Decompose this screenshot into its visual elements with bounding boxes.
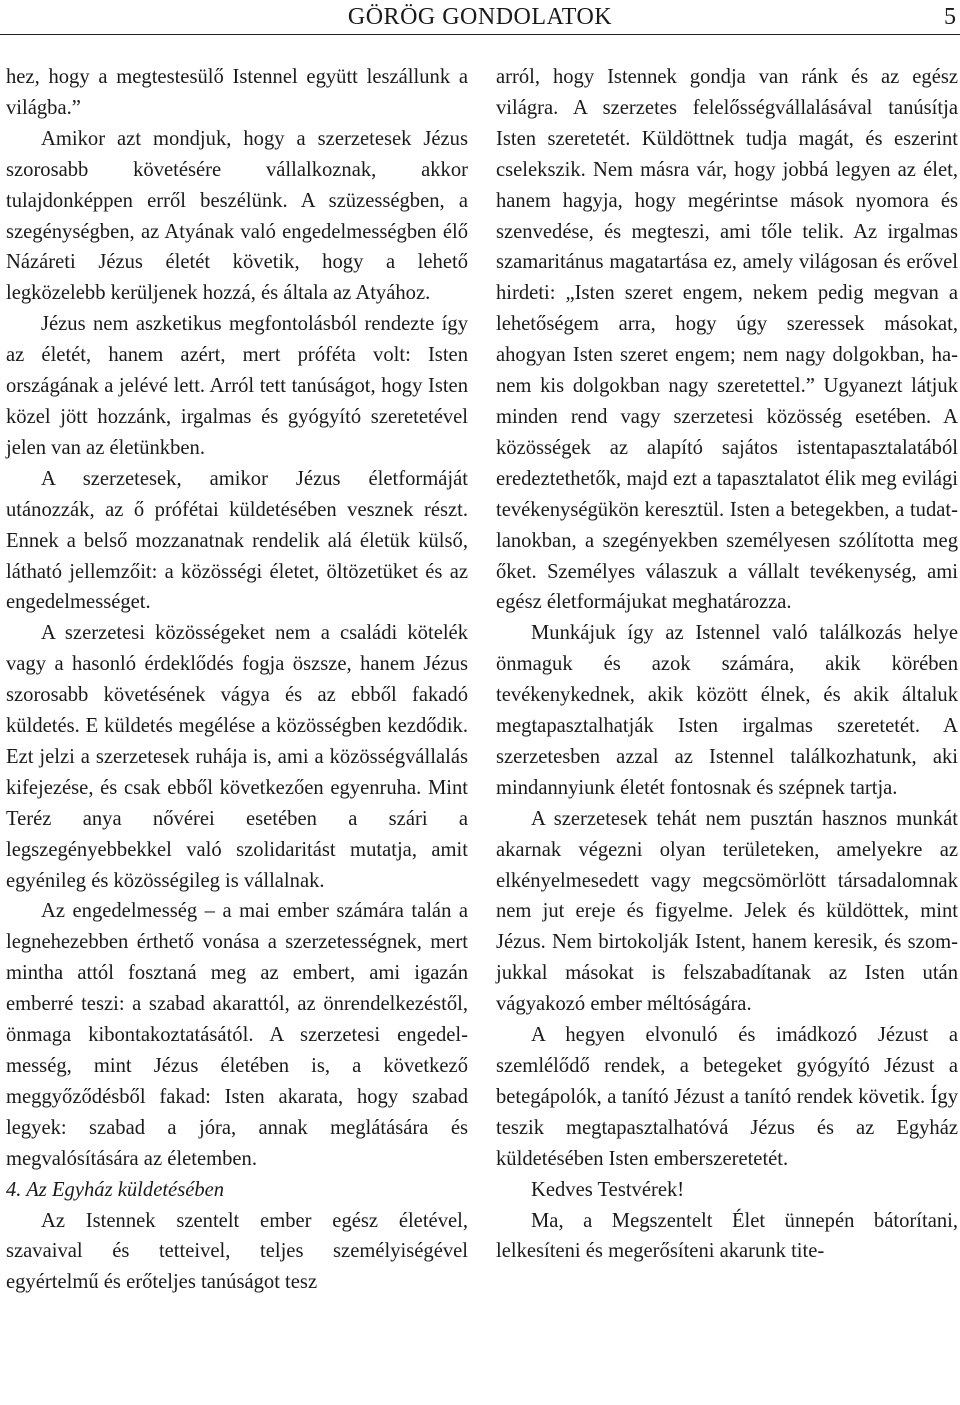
paragraph: Munkájuk így az Istennel való találkozás helye önmaguk és azok számára, akik körében tevékenykednek, akik között élnek, és akik általuk megtapasztalhatják Isten irgalmas szeretetét. A szerzetesben azzal az Istennel találkozhatunk, aki mindannyiunk életét fontosnak és szépnek tartja.	[496, 622, 958, 799]
paragraph: arról, hogy Istennek gondja van ránk és az egész világra. A szerzetes felelősségvállalásával tanúsítja Isten szeretetét. Küldöttnek tudja magát, és eszerint cselekszik. Nem másra vár, hogy jobbá legyen az élet, hanem hagyja, hogy megérintse mások nyomora és szenvedése, és megteszi, ami tőle telik. Az irgalmas szamaritánus magatartása ez, amely világosan és erővel hirdeti: „Isten szeret engem, nekem pedig megvan a lehetőségem arra, hogy úgy szeressek másokat, ahogyan Isten szeret engem; nem nagy dolgokban, hanem kis dolgokban nagy szeretettel.” Ugyanezt látjuk minden rend vagy szerzetesi közösség esetében. A közösségek az alapító sajátos istentapasztalatából eredeztethetők, majd ezt a tapasztalatot élik meg evilági tevékenységükön keresztül. Isten a betegekben, a tudatlanokban, a szegényekben személyesen szólította meg őket. Személyes válaszuk a vállalt tevékenység, ami egész életformájukat meghatározza.	[496, 66, 958, 614]
paragraph: A hegyen elvonuló és imádkozó Jézust a szemlélődő rendek, a betegeket gyógyító Jézust a betegápolók, a tanító Jézust a tanító rendek követik. Így teszik megtapasztalhatóvá Jézus és az Egyház küldetésében Isten emberszeretetét.	[496, 1024, 958, 1170]
right-column	[496, 62, 958, 1267]
paragraph: A szerzetesek, amikor Jézus életformáját utánozzák, az ő prófétai küldetésében vesznek részt. Ennek a belső mozzanatnak rendelik alá életük külső, látható jellemzőit: a közösségi életet, öltözetüket és az engedelmességet.	[6, 467, 468, 614]
section-heading: 4. Az Egyház küldetésében	[6, 1178, 225, 1201]
page-number: 5	[944, 4, 956, 30]
paragraph: hez, hogy a megtestesülő Istennel együtt leszállunk a világba.”	[6, 66, 468, 119]
running-title: GÖRÖG GONDOLATOK	[347, 4, 613, 30]
paragraph: Az Istennek szentelt ember egész életével, szavaival és tetteivel, teljes személyiségével egyértelmű és erőteljes tanúságot tesz	[6, 1209, 468, 1294]
paragraph: A szerzetesek tehát nem pusztán hasznos munkát akarnak végezni olyan területeken, amelyekre az elkényelmesedett vagy megcsömörlött társadalomnak nem jut ereje és figyelme. Jelek és küldöttek, mint Jézus. Nem birtokolják Istent, hanem keresik, és szomjukkal másokat is felszabadítanak az Isten után vágyakozó ember méltóságára.	[496, 807, 958, 1016]
header-divider	[0, 34, 960, 35]
salutation: Kedves Testvérek!	[531, 1178, 685, 1201]
paragraph: Amikor azt mondjuk, hogy a szerzetesek Jézus szorosabb követésére vállalkoznak, akkor tulajdonképpen erről beszélünk. A szüzességben, a szegénységben, az Atyának való engedelmességben élő Názáreti Jézus életét követik, hogy a lehető legközelebb kerüljenek hozzá, és általa az Atyához.	[6, 127, 468, 305]
paragraph: A szerzetesi közösségeket nem a családi kötelék vagy a hasonló érdeklődés fogja öszsze, hanem Jézus szorosabb követésének vágya és az ebből fakadó küldetés. E küldetés megélése a közösségben kezdődik. Ezt jelzi a szerzetesek ruhája is, ami a közösségvállalás kifejezése, és csak ebből következően egyenruha. Mint Teréz anya nővérei esetében a szári a legszegényebbekkel való szolidaritást mutatja, amit egyénileg és közösségileg is vállalnak.	[6, 622, 468, 892]
paragraph: Jézus nem aszketikus megfontolásból rendezte így az életét, hanem azért, mert próféta volt: Isten országának a jelévé lett. Arról tett tanúságot, hogy Isten közel jött hozzánk, irgalmas és gyógyító szeretetével jelen van az életünkben.	[6, 313, 468, 459]
left-column	[6, 62, 468, 1298]
paragraph: Az engedelmesség – a mai ember számára talán a legnehezebben érthető vonása a szerzetességnek, mert mintha attól fosztaná meg az embert, ami igazán emberré teszi: a szabad akarattól, az önrendelkezéstől, önmaga kibontakoztatásától. A szerzetesi engedelmesség, mint Jézus életében is, a következő meggyőződésből fakad: Isten akarata, hogy szabad legyek: szabad a jóra, annak meglátására és megvalósítására az életemben.	[6, 900, 468, 1170]
page-header	[0, 0, 960, 34]
paragraph: Ma, a Megszentelt Élet ünnepén bátorítani, lelkesíteni és megerősíteni akarunk tite-	[496, 1209, 958, 1263]
